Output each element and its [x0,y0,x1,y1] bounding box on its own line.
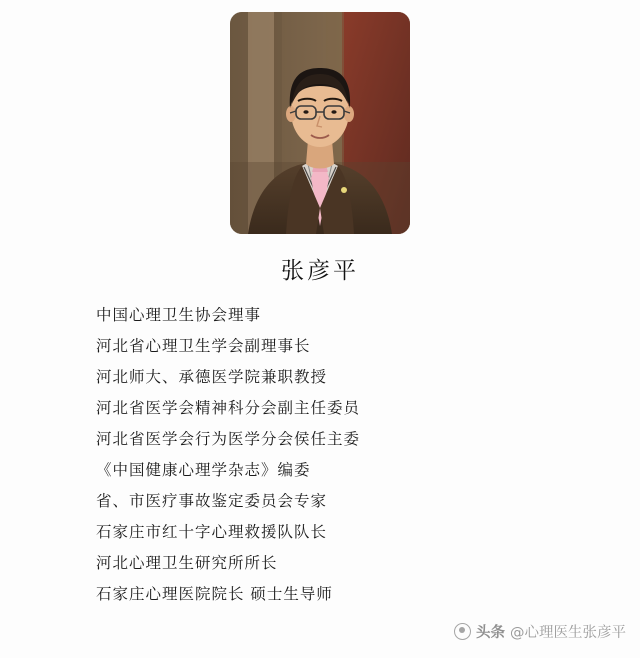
list-item: 河北心理卫生研究所所长 [96,554,278,572]
portrait-photo [230,12,410,234]
page-title: 张彦平 [281,258,359,284]
watermark [454,621,626,642]
list-item: 石家庄市红十字心理救援队队长 [96,523,328,541]
watermark-brand: 头条 [476,625,505,641]
list-item: 河北省医学会精神科分会副主任委员 [96,399,361,417]
list-item: 河北省心理卫生学会副理事长 [96,337,311,355]
list-item: 中国心理卫生协会理事 [96,306,262,324]
toutiao-logo-icon [454,623,471,640]
portrait-container [0,12,640,234]
list-item: 河北省医学会行为医学分会侯任主委 [96,430,361,448]
list-item: 《中国健康心理学杂志》编委 [96,461,311,479]
watermark-handle: @心理医生张彦平 [510,625,626,641]
list-item: 石家庄心理医院院长 硕士生导师 [96,585,333,603]
list-item: 省、市医疗事故鉴定委员会专家 [96,492,328,510]
credentials-list [96,300,566,610]
list-item: 河北师大、承德医学院兼职教授 [96,368,328,386]
portrait-illustration [230,12,410,234]
